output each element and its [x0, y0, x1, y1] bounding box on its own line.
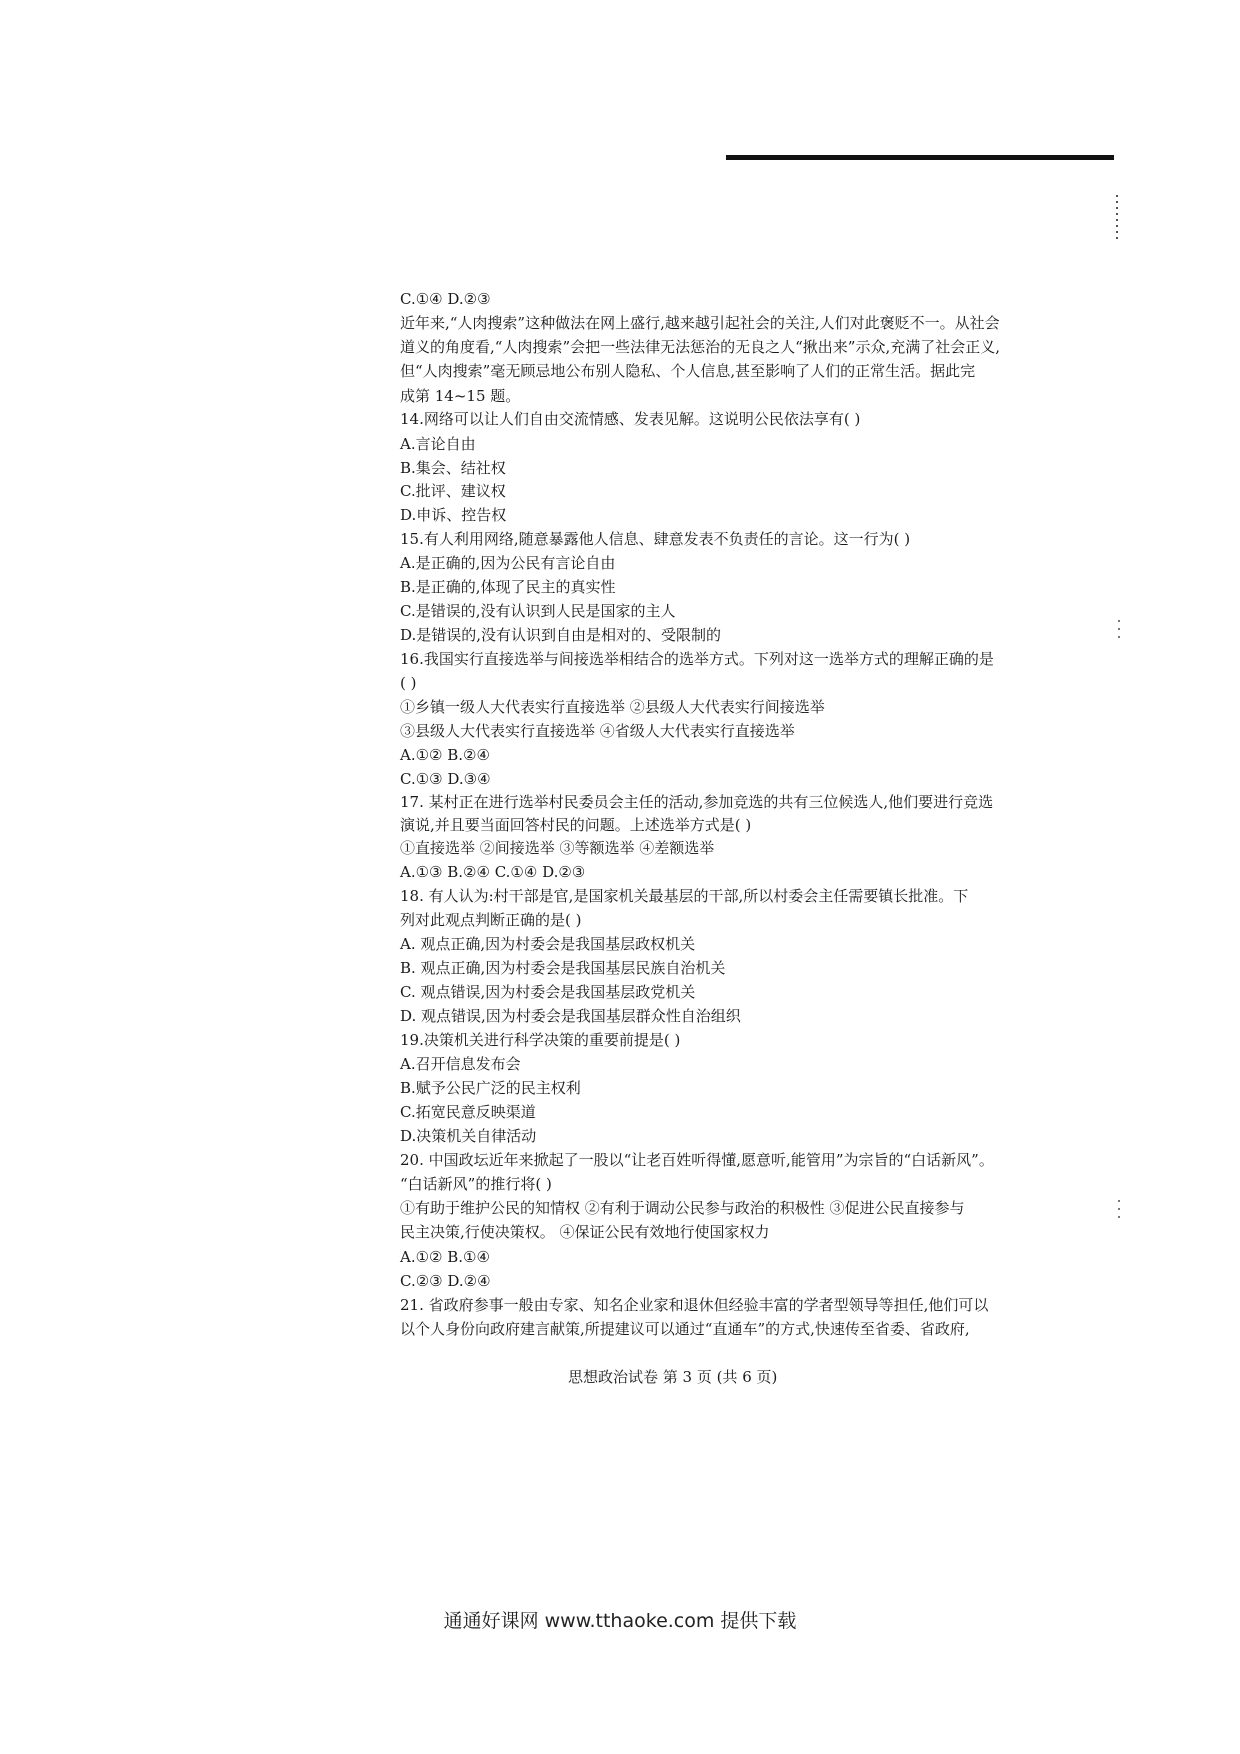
binding-marks [1116, 195, 1118, 240]
text-line: “白话新风”的推行将( ) [400, 1175, 552, 1193]
text-line: B.赋予公民广泛的民主权利 [400, 1079, 581, 1097]
text-line: A.言论自由 [400, 435, 476, 453]
text-line: 20. 中国政坛近年来掀起了一股以“让老百姓听得懂,愿意听,能管用”为宗旨的“白话新风”。 [400, 1151, 994, 1169]
text-line: A.①③ B.②④ C.①④ D.②③ [400, 863, 586, 881]
text-line: D. 观点错误,因为村委会是我国基层群众性自治组织 [400, 1007, 741, 1025]
text-line: B. 观点正确,因为村委会是我国基层民族自治机关 [400, 959, 726, 977]
text-line: 演说,并且要当面回答村民的问题。上述选举方式是( ) [400, 816, 752, 834]
text-line: B.是正确的,体现了民主的真实性 [400, 578, 616, 596]
text-line: A. 观点正确,因为村委会是我国基层政权机关 [400, 935, 696, 953]
text-line: B.集会、结社权 [400, 459, 506, 477]
text-line: ③县级人大代表实行直接选举 ④省级人大代表实行直接选举 [400, 722, 795, 740]
text-line: 列对此观点判断正确的是( ) [400, 911, 582, 929]
text-line: ①有助于维护公民的知情权 ②有利于调动公民参与政治的积极性 ③促进公民直接参与 [400, 1199, 965, 1217]
download-notice: 通通好课网 www.tthaoke.com 提供下载 [443, 1610, 797, 1632]
text-line: 道义的角度看,“人肉搜索”会把一些法律无法惩治的无良之人“揪出来”示众,充满了社会正义, [400, 338, 1000, 356]
text-line: 以个人身份向政府建言献策,所提建议可以通过“直通车”的方式,快速传至省委、省政府, [400, 1320, 970, 1338]
text-line: ①乡镇一级人大代表实行直接选举 ②县级人大代表实行间接选举 [400, 698, 825, 716]
text-line: A.召开信息发布会 [400, 1055, 521, 1073]
binding-marks [1118, 1200, 1120, 1220]
text-line: A.①② B.①④ [400, 1248, 490, 1266]
text-line: 18. 有人认为:村干部是官,是国家机关最基层的干部,所以村委会主任需要镇长批准。下 [400, 887, 969, 905]
text-line: 16.我国实行直接选举与间接选举相结合的选举方式。下列对这一选举方式的理解正确的是 [400, 650, 994, 668]
text-line: D.申诉、控告权 [400, 506, 507, 524]
text-line: 15.有人利用网络,随意暴露他人信息、肆意发表不负责任的言论。这一行为( ) [400, 530, 911, 548]
text-line: C.拓宽民意反映渠道 [400, 1103, 536, 1121]
text-line: 14.网络可以让人们自由交流情感、发表见解。这说明公民依法享有( ) [400, 410, 861, 428]
text-line: A.①② B.②④ [400, 746, 490, 764]
text-line: C.批评、建议权 [400, 482, 506, 500]
header-rule [726, 155, 1114, 160]
text-line: C.①③ D.③④ [400, 770, 491, 788]
text-line: ①直接选举 ②间接选举 ③等额选举 ④差额选举 [400, 839, 715, 857]
text-line: 17. 某村正在进行选举村民委员会主任的活动,参加竞选的共有三位候选人,他们要进行竞选 [400, 793, 994, 811]
text-line: C.①④ D.②③ [400, 290, 491, 308]
text-line: 21. 省政府参事一般由专家、知名企业家和退休但经验丰富的学者型领导等担任,他们可以 [400, 1296, 989, 1314]
text-line: 19.决策机关进行科学决策的重要前提是( ) [400, 1031, 681, 1049]
text-line: C.②③ D.②④ [400, 1272, 491, 1290]
text-line: 近年来,“人肉搜索”这种做法在网上盛行,越来越引起社会的关注,人们对此褒贬不一。从社会 [400, 314, 1000, 332]
text-line: 成第 14~15 题。 [400, 387, 521, 405]
page-footer: 思想政治试卷 第 3 页 (共 6 页) [568, 1368, 778, 1386]
text-line: D.决策机关自律活动 [400, 1127, 537, 1145]
text-line: ( ) [400, 674, 417, 692]
text-line: 但“人肉搜索”毫无顾忌地公布别人隐私、个人信息,甚至影响了人们的正常生活。据此完 [400, 362, 976, 380]
binding-marks [1118, 620, 1120, 640]
text-line: C. 观点错误,因为村委会是我国基层政党机关 [400, 983, 696, 1001]
text-line: D.是错误的,没有认识到自由是相对的、受限制的 [400, 626, 722, 644]
text-line: C.是错误的,没有认识到人民是国家的主人 [400, 602, 676, 620]
text-line: A.是正确的,因为公民有言论自由 [400, 554, 616, 572]
text-line: 民主决策,行使决策权。 ④保证公民有效地行使国家权力 [400, 1223, 770, 1241]
